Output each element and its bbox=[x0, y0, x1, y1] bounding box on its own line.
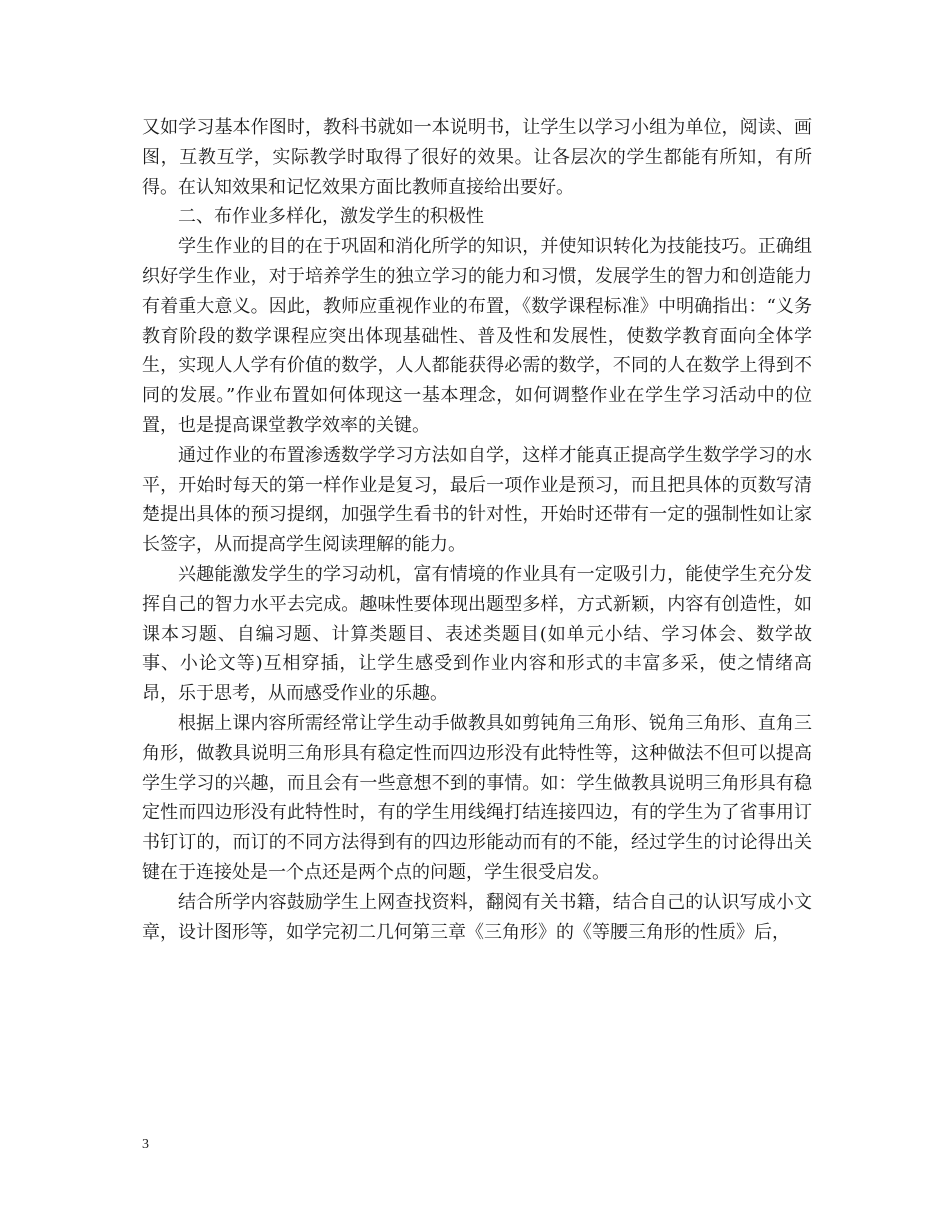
document-body bbox=[142, 113, 812, 947]
paragraph: 通过作业的布置渗透数学学习方法如自学，这样才能真正提高学生数学学习的水平，开始时每天的第一样作业是复习，最后一项作业是预习，而且把具体的页数写清楚提出具体的预习提纲，加强学生看书的针对性，开始时还带有一定的强制性如让家长签字，从而提高学生阅读理解的能力。 bbox=[142, 444, 812, 556]
section-heading: 二、布作业多样化，激发学生的积极性 bbox=[178, 206, 484, 228]
page-number: 3 bbox=[142, 1137, 149, 1152]
paragraph-continuation: 又如学习基本作图时，教科书就如一本说明书，让学生以学习小组为单位，阅读、画图，互教互学，实际教学时取得了很好的效果。让各层次的学生都能有所知，有所得。在认知效果和记忆效果方面比教师直接给出要好。 bbox=[142, 117, 812, 198]
paragraph: 兴趣能激发学生的学习动机，富有情境的作业具有一定吸引力，能使学生充分发挥自己的智力水平去完成。趣味性要体现出题型多样，方式新颖，内容有创造性，如课本习题、自编习题、计算类题目、表述类题目(如单元小结、学习体会、数学故事、小论文等)互相穿插，让学生感受到作业内容和形式的丰富多采，使之情绪高昂，乐于思考，从而感受作业的乐趣。 bbox=[142, 563, 812, 705]
paragraph: 结合所学内容鼓励学生上网查找资料，翻阅有关书籍，结合自己的认识写成小文章，设计图形等，如学完初二几何第三章《三角形》的《等腰三角形的性质》后， bbox=[142, 891, 812, 943]
paragraph: 学生作业的目的在于巩固和消化所学的知识，并使知识转化为技能技巧。正确组织好学生作业，对于培养学生的独立学习的能力和习惯，发展学生的智力和创造能力有着重大意义。因此，教师应重视作业的布置，《数学课程标准》中明确指出：“义务教育阶段的数学课程应突出体现基础性、普及性和发展性，使数学教育面向全体学生，实现人人学有价值的数学，人人都能获得必需的数学，不同的人在数学上得到不同的发展。”作业布置如何体现这一基本理念，如何调整作业在学生学习活动中的位置，也是提高课堂教学效率的关键。 bbox=[142, 236, 812, 436]
paragraph: 根据上课内容所需经常让学生动手做教具如剪钝角三角形、锐角三角形、直角三角形，做教具说明三角形具有稳定性而四边形没有此特性等，这种做法不但可以提高学生学习的兴趣，而且会有一些意想不到的事情。如：学生做教具说明三角形具有稳定性而四边形没有此特性时，有的学生用线绳打结连接四边，有的学生为了省事用订书钉订的，而订的不同方法得到有的四边形能动而有的不能，经过学生的讨论得出关键在于连接处是一个点还是两个点的问题，学生很受启发。 bbox=[142, 712, 812, 883]
